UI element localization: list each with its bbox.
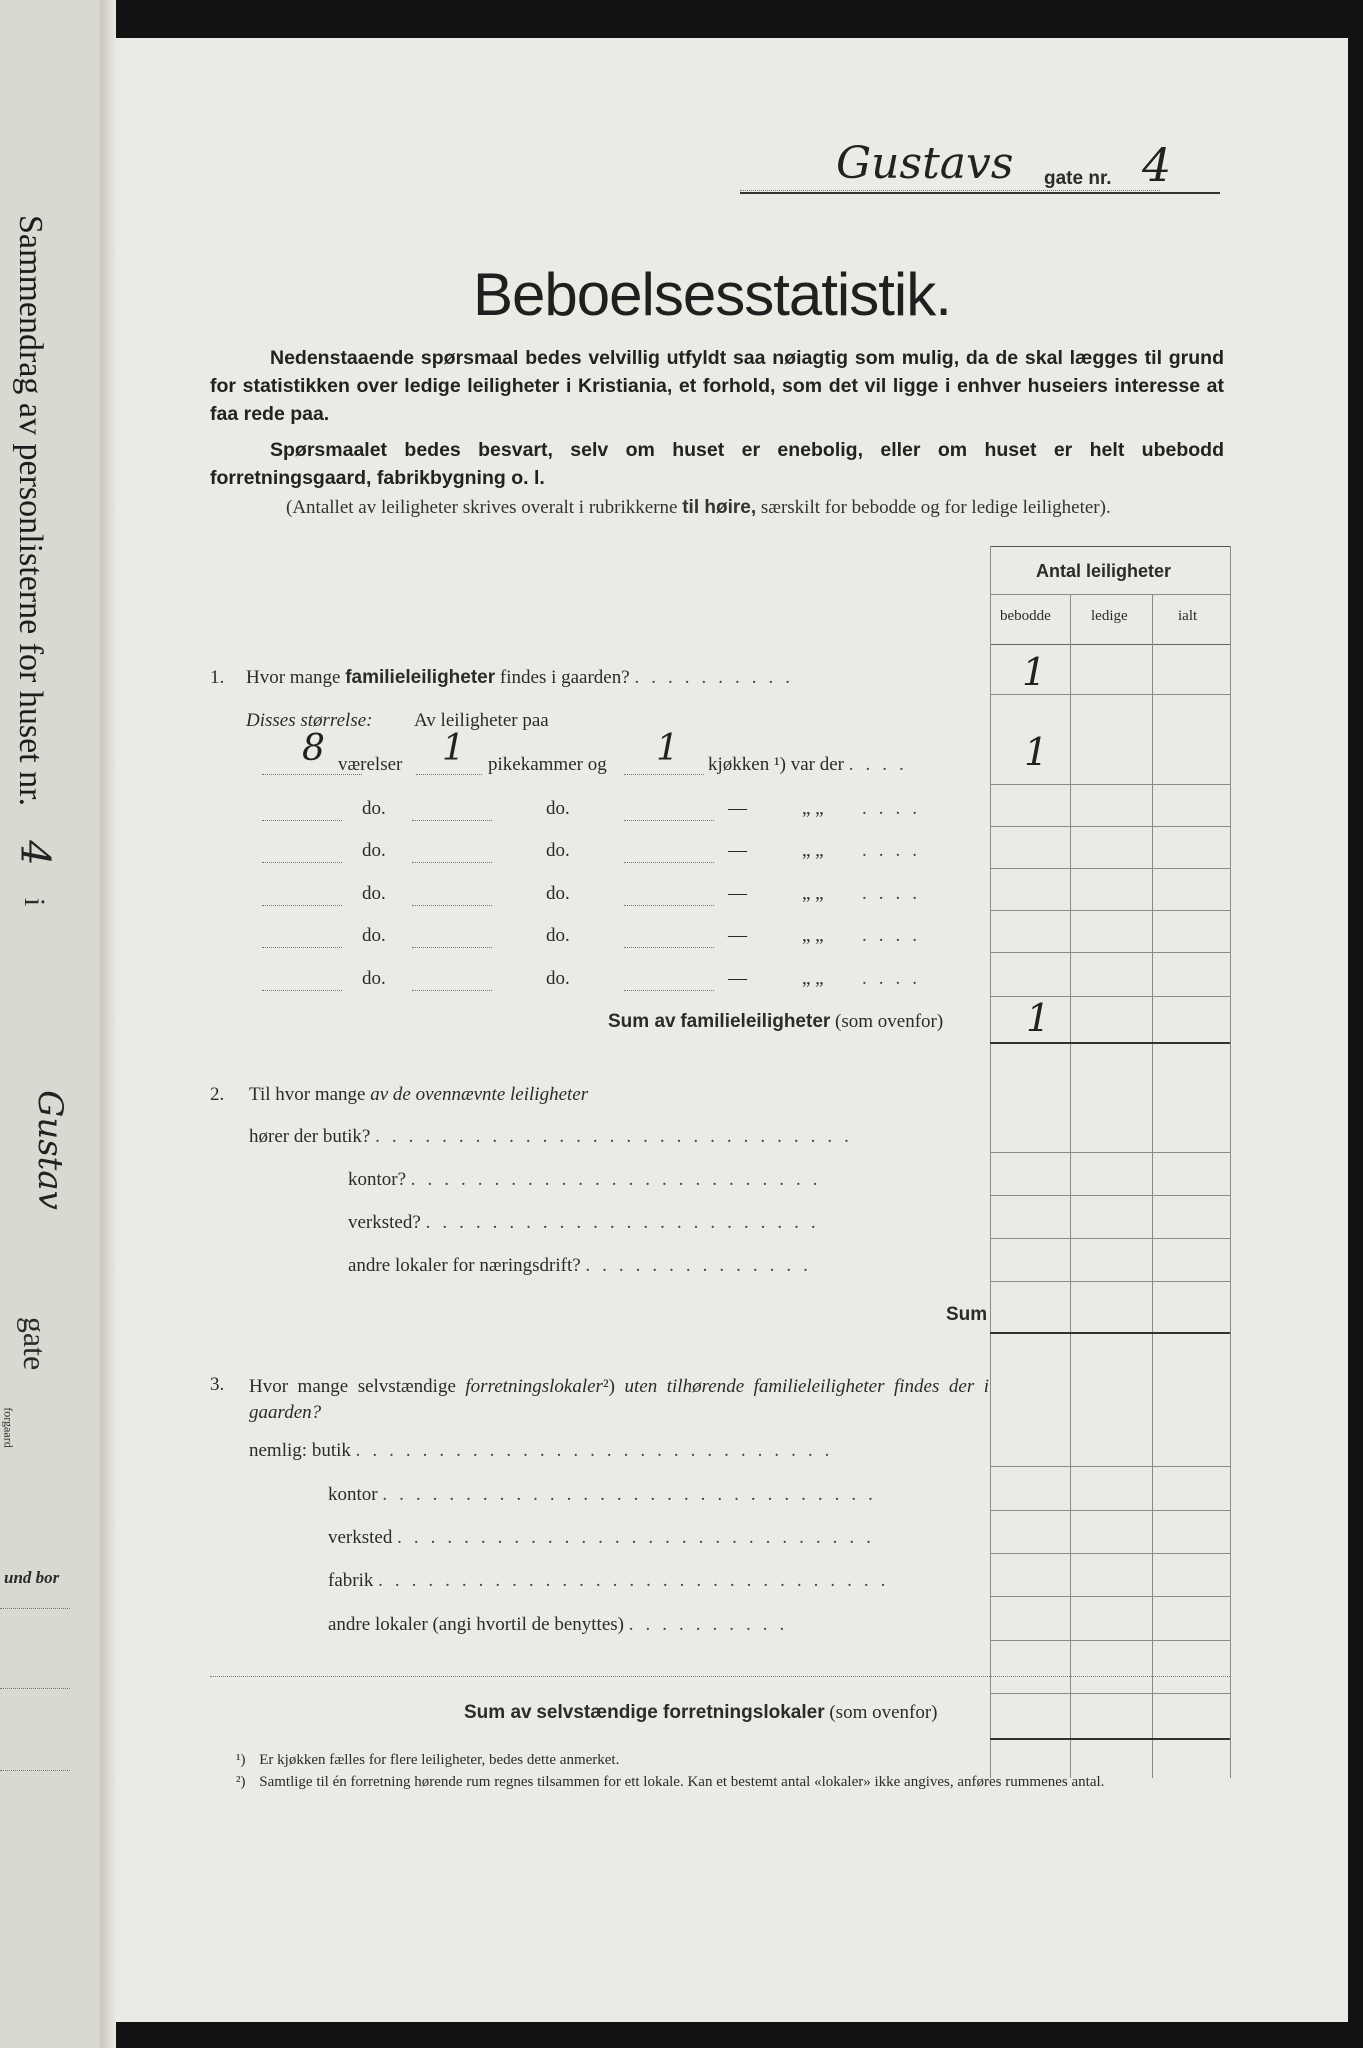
q3-fabrik-dots: ............................... — [378, 1570, 898, 1591]
q3-butik-dots: ............................. — [355, 1440, 842, 1461]
street-dotted-line — [740, 190, 1160, 191]
q1-r1-line-pike — [416, 774, 482, 775]
left-facing-page — [0, 0, 114, 2048]
street-name-handwritten: Gustavs — [836, 138, 1014, 189]
page-title: Beboelsesstatistik. — [473, 261, 951, 328]
intro-para3a: (Antallet av leiligheter skrives overalt i rubrikkerne — [286, 497, 678, 518]
do-line-1 — [262, 947, 342, 948]
do-dash: — — [728, 968, 747, 989]
table-header-bottom — [990, 644, 1230, 645]
q3-row-line-5 — [990, 1640, 1230, 1641]
q2-andre-row — [348, 1255, 820, 1277]
q3-verksted-dots: ............................. — [397, 1527, 883, 1548]
left-dotted-line-3 — [0, 1770, 70, 1771]
q3-kontor-dots: .............................. — [382, 1484, 885, 1505]
do-dots: .... — [862, 968, 929, 989]
q1-text-b: familieleiligheter — [345, 667, 496, 688]
col-header-bebodde: bebodde — [1000, 608, 1051, 624]
left-dotted-line-1 — [0, 1608, 70, 1609]
q1-leader-dots: .......... — [634, 667, 802, 688]
do-line-2 — [412, 905, 492, 906]
do-dots: .... — [862, 840, 929, 861]
do-text-2: do. — [546, 840, 570, 861]
book-spine — [100, 0, 116, 2048]
q2-text-a: Til hvor mange — [249, 1084, 366, 1105]
intro-para3b: til høire, — [682, 497, 757, 518]
do-line-1 — [262, 905, 342, 906]
q2-verksted-row — [348, 1212, 828, 1234]
footnote-2 — [236, 1772, 1236, 1792]
q3-sum-line — [990, 1738, 1230, 1740]
footnote-1 — [236, 1750, 1236, 1770]
do-line-3 — [624, 947, 714, 948]
do-line-1 — [262, 862, 342, 863]
q1-answer-bebodde: 1 — [1022, 650, 1047, 694]
q3-fabrik-row — [328, 1570, 897, 1592]
house-number-handwritten: 4 — [1142, 138, 1172, 192]
q1-sum-answer: 1 — [1026, 996, 1051, 1040]
q1-size-intro: Av leiligheter paa — [414, 710, 549, 731]
q3-row-line-3 — [990, 1553, 1230, 1554]
do-row — [262, 798, 982, 828]
table-header-title: Antal leiligheter — [1036, 561, 1172, 581]
q2-row-line-2 — [990, 1195, 1230, 1196]
left-vertical-forgaard: forgaard — [1, 1407, 16, 1448]
do-line-2 — [412, 947, 492, 948]
q2-question — [249, 1084, 588, 1106]
do-quote: „ „ — [802, 840, 824, 861]
left-vertical-heading — [10, 215, 50, 806]
left-vertical-gate: gate — [17, 1316, 54, 1371]
do-row-line — [990, 868, 1230, 869]
do-text-2: do. — [546, 925, 570, 946]
q1-r1-kjokken-label — [708, 754, 916, 776]
q2-row-line-3 — [990, 1238, 1230, 1239]
q3-verksted-row — [328, 1527, 883, 1549]
q3-text-b: forretningslokaler — [465, 1376, 603, 1397]
q3-andre-row — [328, 1614, 796, 1636]
left-vertical-i: i — [18, 897, 52, 907]
q2-andre-label: andre lokaler for næringsdrift? — [348, 1255, 581, 1276]
q3-sum-label — [464, 1702, 938, 1724]
q3-butik-row — [249, 1440, 841, 1462]
do-line-2 — [412, 862, 492, 863]
do-quote: „ „ — [802, 925, 824, 946]
table-top-border — [990, 546, 1230, 547]
q2-row-line-4 — [990, 1281, 1230, 1282]
do-line-1 — [262, 820, 342, 821]
q1-sum-b: familieleiligheter — [680, 1011, 831, 1032]
table-header-divider — [990, 594, 1230, 595]
do-row — [262, 968, 982, 998]
do-dash: — — [728, 798, 747, 819]
intro-para1-text: Nedenstaaende spørsmaal bedes velvillig utfyldt saa nøiagtig som mulig, da de skal lægges til grund for statistikken over ledige leiligheter i Kristiania, et forhold, som det vil ligge i enhver huseiers interesse at faa rede paa. — [210, 347, 1224, 425]
do-line-3 — [624, 820, 714, 821]
q2-sum-label: Sum — [946, 1304, 988, 1325]
q2-butik-dots: ............................. — [375, 1126, 861, 1147]
table-vline-right — [1230, 546, 1231, 1778]
intro-paragraph-1 — [210, 344, 1224, 428]
q2-verksted-dots: ........................ — [425, 1212, 828, 1233]
q1-sum-a: Sum av — [608, 1011, 676, 1032]
intro-paragraph-2 — [210, 436, 1224, 492]
q1-number: 1. — [210, 667, 225, 688]
gate-nr-label: gate nr. — [1044, 168, 1112, 189]
q1-r1-kjokken-text: kjøkken ¹) var der — [708, 754, 845, 775]
do-line-2 — [412, 820, 492, 821]
do-text-1: do. — [362, 925, 386, 946]
q1-sum-c: (som ovenfor) — [835, 1011, 944, 1032]
do-text-2: do. — [546, 883, 570, 904]
q1-sum-line — [990, 1042, 1230, 1044]
q3-sum-c: (som ovenfor) — [829, 1702, 938, 1723]
q1-r1-kjokken: 1 — [656, 728, 679, 769]
q3-kontor-row — [328, 1484, 885, 1506]
q1-r1-vaerelser: værelser — [338, 754, 403, 775]
q3-text-a: Hvor mange selvstændige — [249, 1376, 456, 1397]
do-text-1: do. — [362, 840, 386, 861]
do-dots: .... — [862, 883, 929, 904]
do-row — [262, 840, 982, 870]
do-dash: — — [728, 925, 747, 946]
q2-kontor-row — [348, 1169, 830, 1191]
footnote-1-text: Er kjøkken fælles for flere leiligheter, bedes dette anmerket. — [259, 1752, 620, 1768]
left-bottom-text: und bor — [4, 1568, 60, 1587]
left-vertical-street: Gustav — [29, 1090, 70, 1210]
q3-sum-a: Sum av — [464, 1702, 532, 1723]
footnote-2-mark: ²) — [236, 1774, 246, 1790]
intro-paragraph-3 — [210, 496, 1224, 520]
q3-question — [249, 1374, 989, 1426]
q3-table-separator — [990, 1693, 1230, 1694]
q1-r1-rooms: 8 — [302, 728, 325, 769]
do-dots: .... — [862, 798, 929, 819]
q2-kontor-dots: ......................... — [410, 1169, 830, 1190]
q3-text-sup: ²) — [602, 1376, 615, 1397]
left-vertical-text: Sammendrag av personlisterne for huset nr. — [12, 215, 49, 807]
q3-row-line-1 — [990, 1466, 1230, 1467]
q3-row-line-4 — [990, 1596, 1230, 1597]
q3-row-line-2 — [990, 1510, 1230, 1511]
do-row — [262, 883, 982, 913]
col-header-ialt: ialt — [1178, 608, 1198, 624]
q3-sum-b: selvstændige forretningslokaler — [536, 1702, 825, 1723]
do-quote: „ „ — [802, 798, 824, 819]
table-vline-2 — [1152, 594, 1153, 1778]
q1-r1-dots: .... — [848, 754, 916, 775]
intro-para2-text: Spørsmaalet bedes besvart, selv om huset er enebolig, eller om huset er helt ubebodd forretningsgaard, fabrikbygning o. l. — [210, 439, 1224, 489]
do-text-2: do. — [546, 798, 570, 819]
q3-separator-dotted — [210, 1676, 1230, 1677]
q2-sum-line — [990, 1332, 1230, 1334]
q2-row-line-1 — [990, 1152, 1230, 1153]
left-vertical-number: 4 — [11, 840, 58, 866]
footnote-1-mark: ¹) — [236, 1752, 246, 1768]
do-text-1: do. — [362, 968, 386, 989]
do-dash: — — [728, 840, 747, 861]
q1-r1-row-line — [990, 784, 1230, 785]
q1-size-intro-italic: Disses størrelse: — [246, 710, 373, 731]
left-dotted-line-2 — [0, 1688, 70, 1689]
q3-verksted-label: verksted — [328, 1527, 393, 1548]
do-dots: .... — [862, 925, 929, 946]
q3-butik-label: butik — [311, 1440, 351, 1461]
q1-sum-label — [608, 1011, 943, 1033]
do-line-3 — [624, 905, 714, 906]
q3-andre-label: andre lokaler (angi hvortil de benyttes) — [328, 1614, 624, 1635]
table-vline-left — [990, 546, 991, 1778]
do-row — [262, 925, 982, 955]
q1-question — [246, 667, 802, 689]
do-dash: — — [728, 883, 747, 904]
q2-butik-label: hører der butik? — [249, 1126, 371, 1147]
q3-andre-dots: .......... — [628, 1614, 797, 1635]
table-vline-1 — [1070, 594, 1071, 1778]
q1-r1-line-kjokken — [624, 774, 704, 775]
footnote-2-text: Samtlige til én forretning hørende rum regnes tilsammen for ett lokale. Kan et bestemt antal «lokaler» ikke angives, anføres rummenes antal. — [259, 1774, 1105, 1790]
do-quote: „ „ — [802, 883, 824, 904]
q1-r1-pikekammer: pikekammer og — [488, 754, 607, 775]
q2-verksted-label: verksted? — [348, 1212, 421, 1233]
do-text-1: do. — [362, 798, 386, 819]
q2-kontor-label: kontor? — [348, 1169, 407, 1190]
form-page — [116, 38, 1348, 2022]
q1-r1-answer: 1 — [1024, 730, 1049, 774]
do-row-line — [990, 910, 1230, 911]
q3-text-c: uten tilhørende familieleiligheter findes der i gaarden? — [249, 1376, 990, 1423]
q2-text-b: av de ovennævnte leiligheter — [370, 1084, 589, 1105]
do-line-2 — [412, 990, 492, 991]
do-line-3 — [624, 990, 714, 991]
do-text-2: do. — [546, 968, 570, 989]
intro-para3c: særskilt for bebodde og for ledige leiligheter). — [760, 497, 1111, 518]
do-line-1 — [262, 990, 342, 991]
q1-text-c: findes i gaarden? — [499, 667, 630, 688]
do-row-line — [990, 826, 1230, 827]
q1-text-a: Hvor mange — [246, 667, 341, 688]
street-underline — [740, 192, 1220, 194]
do-line-3 — [624, 862, 714, 863]
do-row-line — [990, 952, 1230, 953]
q2-number: 2. — [210, 1084, 225, 1105]
q3-kontor-label: kontor — [328, 1484, 378, 1505]
do-quote: „ „ — [802, 968, 824, 989]
q3-number: 3. — [210, 1374, 225, 1395]
col-header-ledige: ledige — [1091, 608, 1128, 624]
do-text-1: do. — [362, 883, 386, 904]
q3-nemlig-label: nemlig: — [249, 1440, 308, 1461]
q1-row-line — [990, 694, 1230, 695]
q2-butik-row — [249, 1126, 861, 1148]
q2-andre-dots: .............. — [585, 1255, 820, 1276]
q1-r1-pike: 1 — [442, 728, 465, 769]
q3-fabrik-label: fabrik — [328, 1570, 374, 1591]
